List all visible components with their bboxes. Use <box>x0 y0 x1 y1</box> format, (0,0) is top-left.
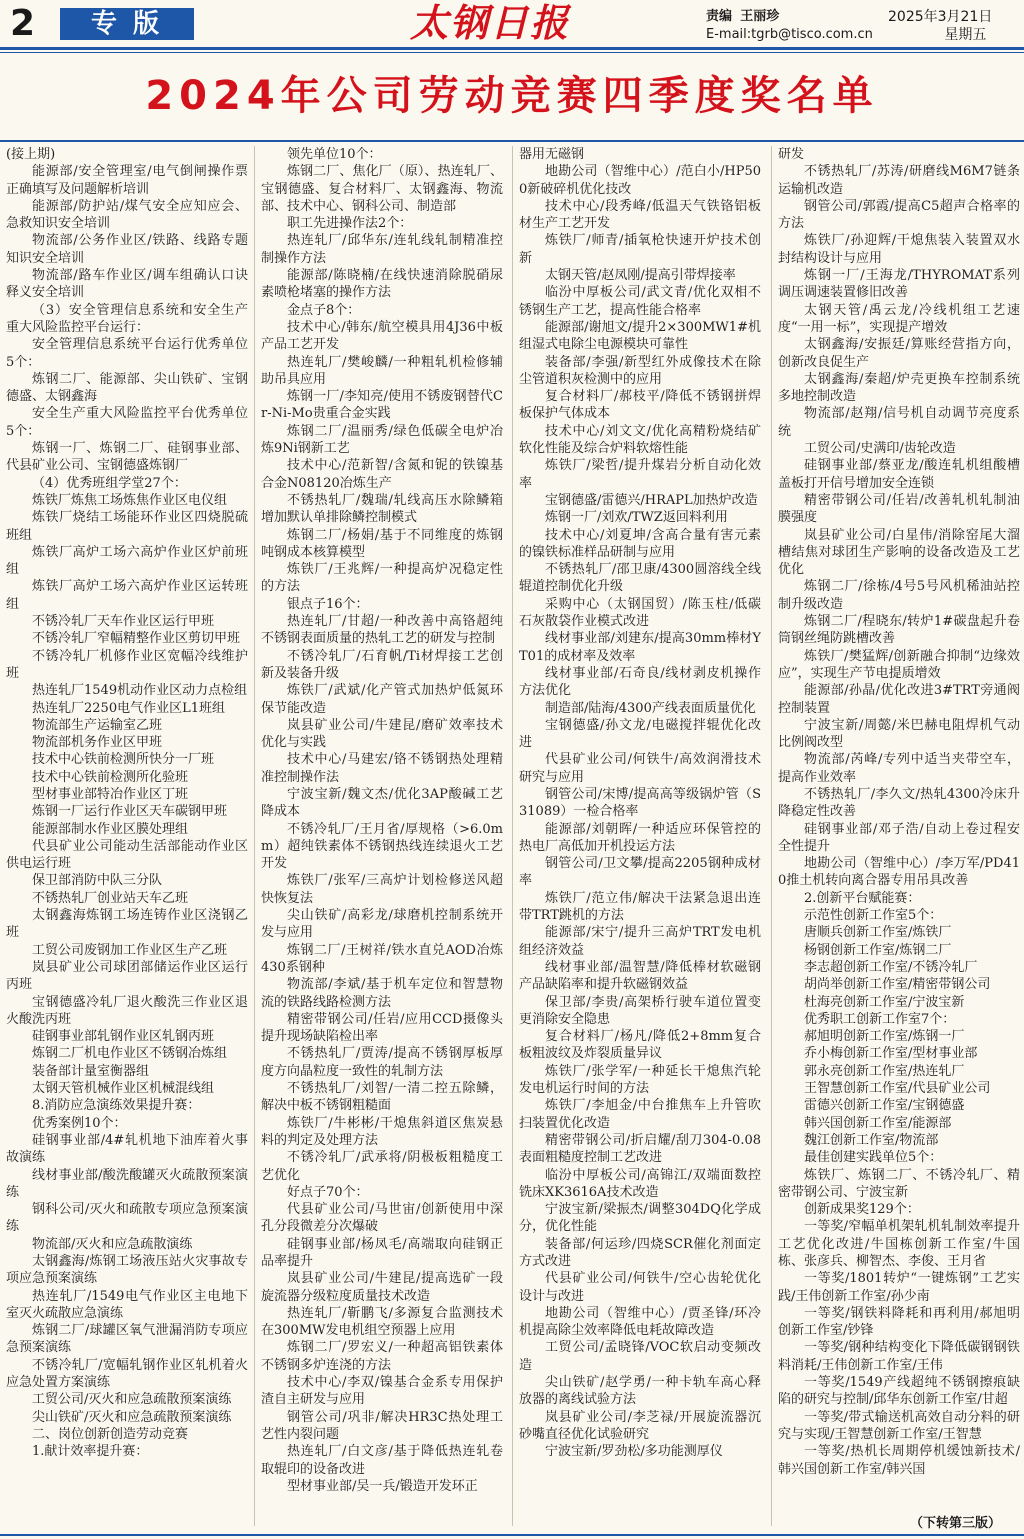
list-item: 线材事业部/刘建东/提高30mm棒材YT01的成材率及效率 <box>519 631 761 664</box>
list-item: 能源部/安全管理室/电气倒闸操作票正确填写及问题解析培训 <box>6 164 248 197</box>
list-item: 能源部/孙晶/优化改进3#TRT旁通阀控制装置 <box>778 683 1020 716</box>
list-item: 炼钢一厂/李知亮/使用不锈废钢替代Cr-Ni-Mo贵重合金实践 <box>261 389 503 422</box>
list-item: 技术中心/韩东/航空模具用4J36中板产品工艺开发 <box>261 319 503 353</box>
list-item: 热连轧厂/邱华东/连轧线轧制精准控制操作方法 <box>261 233 503 266</box>
list-item: 保卫部消防中队三分队 <box>32 873 163 889</box>
list-item: 不锈热轧厂/邵卫康/4300圆溶线全线辊道控制优化升级 <box>519 562 761 595</box>
list-item: 一等奖/1801转炉“一键炼钢”工艺实践/王伟创新工作室/孙少南 <box>778 1271 1020 1304</box>
masthead <box>0 0 1024 48</box>
list-item: 临汾中厚板公司/武文青/优化双相不锈钢生产工艺，提高性能合格率 <box>519 285 761 318</box>
list-item: 炼铁厂/张学军/一种延长干熄焦汽轮发电机运行时间的方法 <box>519 1063 761 1097</box>
list-item: 物流部机务作业区甲班 <box>32 735 163 751</box>
list-item: 精密带钢公司/折启耀/刮刀304-0.08表面粗糙度控制工艺改进 <box>519 1132 761 1166</box>
list-item: 热连轧厂1549机动作业区动力点检组 <box>32 683 248 699</box>
list-item: 代县矿业公司/何铁牛/空心齿轮优化设计与改进 <box>519 1271 761 1304</box>
editor-label: 责编 <box>706 9 733 24</box>
list-item: 能源部/防护站/煤气安全应知应会、急救知识安全培训 <box>6 198 248 232</box>
list-item: 硅钢事业部/蔡亚龙/酸连轧机组酸槽盖板打开信号增加安全连锁 <box>778 458 1020 491</box>
list-item: 物流部生产运输室乙班 <box>32 717 163 733</box>
list-item: 硅钢事业部轧钢作业区轧钢丙班 <box>32 1029 215 1045</box>
list-item: 岚县矿业公司/白星伟/消除窑尾大溜槽结焦对球团生产影响的设备改造及工艺优化 <box>778 527 1020 578</box>
list-item: 一等奖/1549产线超纯不锈钢擦痕缺陷的研究与控制/邱华东创新工作室/甘超 <box>778 1375 1020 1408</box>
list-item: 物流部/灭火和应急疏散演练 <box>32 1236 193 1252</box>
list-item: 工贸公司/灭火和应急疏散预案演练 <box>32 1392 232 1408</box>
list-item: 地勘公司（智维中心）/贾圣锋/环冷机提高除尘效率降低电耗故障改造 <box>519 1305 761 1339</box>
list-item: 硅钢事业部/杨凤毛/高端取向硅钢正品率提升 <box>261 1236 503 1269</box>
list-item: 技术中心/段秀峰/低温天气铁铬铝板材生产工艺开发 <box>519 198 761 232</box>
list-item: 精密带钢公司/任岩/应用CCD摄像头提升现场缺陷检出率 <box>261 1011 503 1045</box>
masthead-rule <box>0 47 1024 50</box>
list-item: 技术中心/刘文文/优化高精粉烧结矿软化性能及综合炉料软熔性能 <box>519 423 761 457</box>
list-item: 8.消防应急演练效果提升赛： <box>32 1098 201 1114</box>
list-item: 炼钢一厂/刘欢/TWZ返回料利用 <box>545 510 728 526</box>
list-item: 炼铁厂/樊猛辉/创新融合抑制“边缘效应”，实现生产节电提质增效 <box>778 648 1020 681</box>
list-item: 物流部/路车作业区/调车组确认口诀释义安全培训 <box>6 268 248 301</box>
list-item: 地勘公司（智维中心）/李万军/PD410推土机转向离合器专用吊具改善 <box>778 856 1020 889</box>
list-item: 雷德兴创新工作室/宝钢德盛 <box>804 1098 965 1114</box>
list-item: 太钢鑫海/安振廷/算账经营指方向，创新改良促生产 <box>778 337 1020 370</box>
list-item: 钢科公司/灭火和疏散专项应急预案演练 <box>6 1202 248 1235</box>
column-divider <box>771 146 772 1526</box>
list-item: 钢管公司/巩非/解决HR3C热处理工艺性内裂问题 <box>261 1409 503 1442</box>
list-item: 线材事业部/温智慧/降低棒材软磁钢产品缺陷率和提升软磁钢效益 <box>519 959 761 993</box>
list-item: 韩兴国创新工作室/能源部 <box>804 1115 952 1131</box>
text-column-3 <box>519 146 761 1526</box>
list-item: 炼钢一厂/王海龙/THYROMAT系列调压调速装置修旧改善 <box>778 268 1020 301</box>
list-item: 不锈热轧厂/李久文/热轧4300冷床升降稳定性改善 <box>778 786 1020 820</box>
list-item: 安全管理信息系统平台运行优秀单位5个： <box>6 337 248 370</box>
list-item: 一等奖/钢种结构变化下降低碳钢钢铁料消耗/王伟创新工作室/王伟 <box>778 1340 1020 1373</box>
section-label: 专版 <box>60 8 194 40</box>
list-item: 装备部/李强/新型红外成像技术在除尘管道积灰检测中的应用 <box>519 354 761 387</box>
list-item: 魏江创新工作室/物流部 <box>804 1132 939 1148</box>
list-item: 技术中心铁前检测所快分一厂班 <box>32 752 215 768</box>
bottom-rule <box>0 1534 1024 1536</box>
list-item: 热连轧厂/靳鹏飞/多源复合监测技术在300MW发电机组空预器上应用 <box>261 1305 503 1339</box>
list-item: （3）安全管理信息系统和安全生产重大风险监控平台运行： <box>6 302 248 335</box>
list-item: 郝旭明创新工作室/炼钢一厂 <box>804 1029 965 1045</box>
list-item: 一等奖/钢铁料降耗和再利用/郝旭明创新工作室/钞锋 <box>778 1305 1020 1339</box>
list-item: 李志超创新工作室/不锈冷轧厂 <box>804 959 978 975</box>
list-item: 银点子16个： <box>287 596 369 612</box>
list-item: 代县矿业公司能动生活部能动作业区供电运行班 <box>6 838 248 872</box>
list-item: 技术中心铁前检测所化验班 <box>32 769 189 785</box>
list-item: 炼钢二厂机电作业区不锈钢冶炼组 <box>32 1046 228 1062</box>
list-item: 王智慧创新工作室/代县矿业公司 <box>804 1081 991 1097</box>
list-item: 太钢鑫海/秦超/炉壳更换车控制系统多地控制改造 <box>778 371 1020 405</box>
list-item: 能源部/谢旭文/提升2×300MW1#机组湿式电除尘电源模块可靠性 <box>519 319 761 353</box>
list-item: 不锈热轧厂创业站天车乙班 <box>32 890 189 906</box>
list-item: 炼铁厂/武斌/化产管式加热炉低氮环保节能改造 <box>261 683 503 716</box>
list-item: 热连轧厂/1549电气作业区主电地下室灭火疏散应急演练 <box>6 1288 248 1321</box>
list-item: 钢管公司/郭霞/提高C5超声合格率的方法 <box>778 198 1020 232</box>
list-item: 器用无磁钢 <box>519 147 585 162</box>
list-item: 型材事业部特冶作业区丁班 <box>32 786 189 802</box>
list-item: 优秀职工创新工作室7个： <box>804 1011 956 1027</box>
list-item: （4）优秀班组学堂27个： <box>32 475 187 491</box>
list-item: 不锈冷轧厂机修作业区宽幅冷线维护班 <box>6 648 248 681</box>
list-item: 能源部/宋宁/提升三高炉TRT发电机组经济效益 <box>519 925 761 958</box>
column-divider <box>512 146 513 1526</box>
list-item: 1.献计效率提升赛： <box>32 1444 149 1460</box>
list-item: 采购中心（太钢国贸）/陈玉柱/低碳石灰散袋作业模式改进 <box>519 596 761 630</box>
continued-note: （下转第三版） <box>910 1514 1001 1534</box>
list-item: 炼钢二厂/球罐区氧气泄漏消防专项应急预案演练 <box>6 1323 248 1356</box>
list-item: 炼钢二厂/温丽秀/绿色低碳全电炉冶炼9Ni钢新工艺 <box>261 423 503 457</box>
list-item: 炼铁厂/王兆辉/一种提高炉况稳定性的方法 <box>261 562 503 595</box>
list-item: 示范性创新工作室5个： <box>804 908 943 924</box>
list-item: 炼钢二厂/杨娟/基于不同维度的炼钢吨钢成本核算模型 <box>261 527 503 560</box>
editor-info <box>706 8 873 44</box>
newspaper-logo: 太钢日报 <box>410 0 571 45</box>
list-item: 宝钢德盛冷轧厂退火酸洗三作业区退火酸洗丙班 <box>6 994 248 1027</box>
list-item: 技术中心/李双/镍基合金系专用保护渣自主研发与应用 <box>261 1375 503 1408</box>
list-item: 技术中心/范新智/含氮和铌的铁镍基合金N08120冶炼生产 <box>261 458 503 491</box>
list-item: 杜海亮创新工作室/宁波宝新 <box>804 994 965 1010</box>
list-item: 地勘公司（智维中心）/范白小/HP500新破碎机优化技改 <box>519 164 761 197</box>
list-item: 杨钢创新工作室/炼钢二厂 <box>804 942 952 958</box>
list-item: 物流部/李斌/基于机车定位和智慧物流的铁路线路检测方法 <box>261 977 503 1010</box>
list-item: 炼铁厂/梁哲/提升煤岩分析自动化效率 <box>519 458 761 491</box>
editor-name: 王丽珍 <box>740 9 780 24</box>
list-item: 岚县矿业公司球团部储运作业区运行丙班 <box>6 959 248 993</box>
list-item: 能源部/刘朝晖/一种适应环保管控的热电厂高低加开机投运方法 <box>519 821 761 854</box>
list-item: 物流部/芮峰/专列中适当夹带空车，提高作业效率 <box>778 752 1020 785</box>
list-item: 领先单位10个： <box>287 147 382 162</box>
list-item: 工贸公司/史满印/齿轮改造 <box>804 441 956 457</box>
list-item: 尖山铁矿/高彩龙/球磨机控制系统开发与应用 <box>261 908 503 941</box>
list-item: (接上期) <box>6 147 56 162</box>
list-item: 不锈冷轧厂窄幅精整作业区剪切甲班 <box>32 631 241 647</box>
list-item: 岚县矿业公司/李芝禄/开展旋流器沉砂嘴直径优化试验研究 <box>519 1409 761 1442</box>
text-column-2 <box>261 146 503 1526</box>
list-item: 精密带钢公司/任岩/改善轧机轧制油膜强度 <box>778 492 1020 526</box>
list-item: 太钢鑫海/炼钢工场液压站火灾事故专项应急预案演练 <box>6 1254 248 1287</box>
list-item: 安全生产重大风险监控平台优秀单位5个： <box>6 406 248 439</box>
list-item: 一等奖/带式输送机高效自动分料的研究与实现/王智慧创新工作室/王智慧 <box>778 1409 1020 1442</box>
list-item: 代县矿业公司/马世宙/创新使用中深孔分段微差分次爆破 <box>261 1202 503 1235</box>
list-item: 炼钢一厂、炼钢二厂、硅钢事业部、代县矿业公司、宝钢德盛炼钢厂 <box>6 441 248 474</box>
list-item: 太钢鑫海炼钢工场连铸作业区浇钢乙班 <box>6 908 248 941</box>
list-item: 二、岗位创新创造劳动竞赛 <box>32 1426 189 1442</box>
issue-date: 2025年3月21日 <box>888 9 993 25</box>
list-item: 宝钢德盛/雷德兴/HRAPL加热炉改造 <box>545 492 758 508</box>
list-item: 炼钢二厂/徐栋/4号5号风机稀油站控制升级改造 <box>778 579 1020 612</box>
list-item: 技术中心/刘夏坤/含高合量有害元素的镍铁标准样品研制与应用 <box>519 527 761 560</box>
list-item: 一等奖/热机长周期停机缓蚀新技术/韩兴国创新工作室/韩兴国 <box>778 1444 1020 1477</box>
list-item: 唐顺兵创新工作室/炼铁厂 <box>804 925 952 941</box>
list-item: 线材事业部/石奇良/线材剥皮机操作方法优化 <box>519 665 761 699</box>
list-item: 炼铁厂炼焦工场炼焦作业区电仪组 <box>32 492 228 508</box>
list-item: 尖山铁矿/赵学勇/一种卡轨车高心释放器的离线试验方法 <box>519 1375 761 1408</box>
list-item: 2.创新平台赋能赛： <box>804 890 921 906</box>
list-item: 硅钢事业部/4#轧机地下油库着火事故演练 <box>6 1132 248 1166</box>
list-item: 金点子8个： <box>287 302 361 318</box>
list-item: 炼铁厂、炼钢二厂、不锈冷轧厂、精密带钢公司、宁波宝新 <box>778 1167 1020 1200</box>
list-item: 炼铁厂/师青/插氧枪快速开炉技术创新 <box>519 233 761 266</box>
list-item: 复合材料厂/杨凡/降低2+8mm复合板粗波纹及炸裂质量异议 <box>519 1029 761 1062</box>
list-item: 物流部/公务作业区/铁路、线路专题知识安全培训 <box>6 233 248 266</box>
list-item: 尖山铁矿/灭火和应急疏散预案演练 <box>32 1409 232 1425</box>
list-item: 宁波宝新/罗劲松/多功能测厚仪 <box>545 1444 723 1460</box>
list-item: 炼铁厂/牛彬彬/干熄焦斜道区焦炭悬料的判定及处理方法 <box>261 1115 503 1148</box>
list-item: 创新成果奖129个： <box>804 1202 920 1218</box>
list-item: 不锈热轧厂/苏涛/研磨线M6M7链条运输机改造 <box>778 164 1020 197</box>
column-divider <box>254 146 255 1526</box>
text-column-4 <box>778 146 1020 1526</box>
text-column-1 <box>6 146 248 1526</box>
issue-date-info <box>888 8 992 44</box>
list-item: 炼钢二厂、能源部、尖山铁矿、宝钢德盛、太钢鑫海 <box>6 371 248 405</box>
list-item: 不锈冷轧厂/宽幅轧钢作业区轧机着火应急处置方案演练 <box>6 1357 248 1391</box>
list-item: 硅钢事业部/邓子浩/自动上卷过程安全性提升 <box>778 821 1020 854</box>
list-item: 热连轧厂/白文彦/基于降低热连轧卷取辊印的设备改进 <box>261 1444 503 1477</box>
list-item: 炼铁厂/张军/三高炉计划检修送风超快恢复法 <box>261 873 503 906</box>
list-item: 复合材料厂/郝枝平/降低不锈钢拼焊板保护气体成本 <box>519 389 761 422</box>
list-item: 炼铁厂/孙迎辉/干熄焦装入装置双水封结构设计与应用 <box>778 233 1020 266</box>
list-item: 不锈冷轧厂/石育帆/Ti材焊接工艺创新及装备升级 <box>261 648 503 681</box>
list-item: 炼铁厂高炉工场六高炉作业区炉前班组 <box>6 544 248 578</box>
list-item: 不锈热轧厂/刘智/一清二控五除鳞，解决中板不锈钢粗糙面 <box>261 1081 503 1114</box>
list-item: 太钢天管机械作业区机械混线组 <box>32 1081 215 1097</box>
list-item: 研发 <box>778 147 805 162</box>
list-item: 好点子70个： <box>287 1184 369 1200</box>
list-item: 保卫部/李贵/高架桥行驶车道位置变更消除安全隐患 <box>519 994 761 1027</box>
list-item: 乔小梅创新工作室/型材事业部 <box>804 1046 978 1062</box>
list-item: 太钢天管/禹云龙/冷线机组工艺速度“一用一标”，实现提产增效 <box>778 302 1020 335</box>
list-item: 炼铁厂/范立伟/解决干法紧急退出连带TRT跳机的方法 <box>519 890 761 924</box>
list-item: 钢管公司/宋博/提高高等级锅炉管（S31089）一检合格率 <box>519 786 761 820</box>
list-item: 热连轧厂2250电气作业区L1班组 <box>32 700 225 716</box>
list-item: 炼钢二厂、焦化厂（原）、热连轧厂、宝钢德盛、复合材料厂、太钢鑫海、物流部、技术中心、钢科公司、制造部 <box>261 164 503 214</box>
list-item: 宁波宝新/周懿/米巴赫电阻焊机气动比例阀改型 <box>778 717 1020 751</box>
list-item: 胡尚举创新工作室/精密带钢公司 <box>804 977 991 993</box>
list-item: 能源部制水作业区膜处理组 <box>32 821 189 837</box>
list-item: 不锈冷轧厂/武承将/阴极板粗糙度工艺优化 <box>261 1150 503 1183</box>
page-number: 2 <box>10 3 36 44</box>
list-item: 装备部/何运珍/四烧SCR催化剂面定方式改进 <box>519 1236 761 1269</box>
page-headline: 2024年公司劳动竞赛四季度奖名单 <box>145 73 879 119</box>
list-item: 优秀案例10个： <box>32 1115 127 1131</box>
list-item: 不锈冷轧厂天车作业区运行甲班 <box>32 614 215 630</box>
headline-rule <box>0 140 1024 142</box>
list-item: 岚县矿业公司/牛建昆/磨矿效率技术优化与实践 <box>261 717 503 751</box>
list-item: 宁波宝新/魏文杰/优化3AP酸碱工艺降成本 <box>261 786 503 820</box>
list-item: 一等奖/窄幅单机架轧机轧制效率提升工艺优化改进/牛国栋创新工作室/牛国栋、张彦兵、柳智杰、李俊、王月省 <box>778 1219 1020 1269</box>
list-item: 太钢天管/赵凤刚/提高引带焊接率 <box>545 268 736 284</box>
list-item: 线材事业部/酸洗酸罐灭火疏散预案演练 <box>6 1167 248 1200</box>
list-item: 热连轧厂/甘超/一种改善中高铬超纯不锈钢表面质量的热轧工艺的研发与控制 <box>261 614 503 647</box>
list-item: 型材事业部/吴一兵/锻造开发环正 <box>287 1478 478 1494</box>
list-item: 工贸公司废钢加工作业区生产乙班 <box>32 942 228 958</box>
list-item: 最佳创建实践单位5个： <box>804 1150 943 1166</box>
list-item: 不锈热轧厂/贾涛/提高不锈钢厚板厚度方向晶粒度一致性的轧制方法 <box>261 1046 503 1079</box>
list-item: 工贸公司/孟晓锋/VOC软启动变频改造 <box>519 1340 761 1373</box>
list-item: 制造部/陆海/4300产线表面质量优化 <box>545 700 756 716</box>
list-item: 炼钢二厂/程晓东/转炉1#碳盘起升卷筒钢丝绳防跳槽改善 <box>778 614 1020 647</box>
list-item: 能源部/陈晓楠/在线快速消除脱硝尿素喷枪堵塞的操作方法 <box>261 268 503 301</box>
list-item: 岚县矿业公司/牛建昆/提高选矿一段旋流器分级粒度质量技术改造 <box>261 1271 503 1304</box>
list-item: 宝钢德盛/孙文龙/电磁搅拌辊优化改进 <box>519 717 761 751</box>
list-item: 职工先进操作法2个： <box>287 216 413 232</box>
list-item: 热连轧厂/樊峻麟/一种粗轧机检修辅助吊具应用 <box>261 354 503 387</box>
editor-email[interactable]: E-mail:tgrb@tisco.com.cn <box>706 27 873 42</box>
list-item: 炼钢二厂/罗宏义/一种超高铝铁素体不锈钢多炉连浇的方法 <box>261 1340 503 1373</box>
list-item: 宁波宝新/梁振杰/调整304DQ化学成分，优化性能 <box>519 1202 761 1235</box>
list-item: 不锈冷轧厂/王月省/厚规格（>6.0mm）超纯铁素体不锈钢热线连续退火工艺开发 <box>261 821 503 872</box>
list-item: 钢管公司/卫文攀/提高2205钢种成材率 <box>519 856 761 889</box>
list-item: 临汾中厚板公司/高锦江/双端面数控铣床XK3616A技术改造 <box>519 1167 761 1200</box>
list-item: 炼钢二厂/王树祥/铁水直兑AOD冶炼430系钢种 <box>261 942 503 975</box>
list-item: 炼铁厂烧结工场能环作业区四烧脱硫班组 <box>6 510 248 543</box>
list-item: 物流部/赵翔/信号机自动调节亮度系统 <box>778 406 1020 439</box>
list-item: 郭永亮创新工作室/热连轧厂 <box>804 1063 965 1079</box>
list-item: 代县矿业公司/何铁牛/高效润滑技术研究与应用 <box>519 752 761 785</box>
list-item: 不锈热轧厂/魏瑞/轧线高压水除鳞箱增加默认单排除鳞控制模式 <box>261 492 503 526</box>
list-item: 技术中心/马建宏/铬不锈钢热处理精准控制操作法 <box>261 752 503 785</box>
list-item: 炼铁厂/李旭金/中台推焦车上升管吹扫装置优化改造 <box>519 1098 761 1131</box>
list-item: 炼钢一厂运行作业区天车碳钢甲班 <box>32 804 228 820</box>
masthead-rule-thin <box>0 52 1024 53</box>
issue-weekday: 星期五 <box>944 27 987 43</box>
list-item: 炼铁厂高炉工场六高炉作业区运转班组 <box>6 579 248 612</box>
list-item: 装备部计量室衡器组 <box>32 1063 150 1079</box>
